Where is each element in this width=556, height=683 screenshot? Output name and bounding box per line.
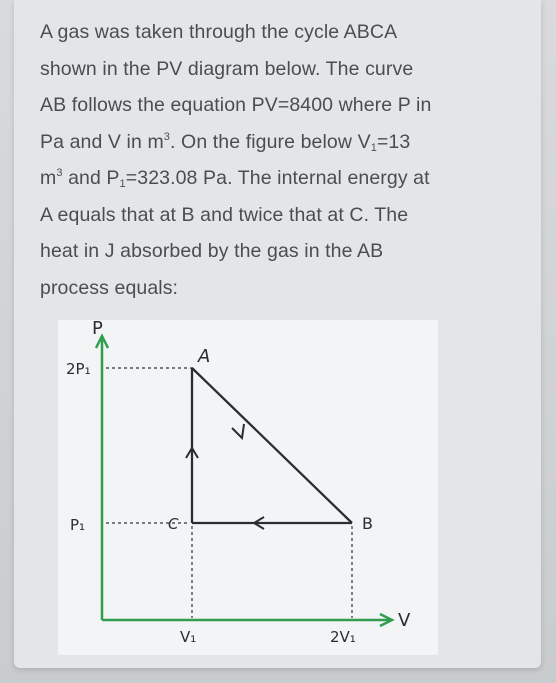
- question-text-segment: and P: [62, 167, 120, 189]
- tick-v1-label: V₁: [180, 628, 197, 646]
- subscript: 1: [370, 141, 377, 154]
- question-text-segment: =13: [376, 130, 411, 153]
- question-line: A equals that at B and twice that at C. The: [40, 203, 409, 226]
- question-line: heat in J absorbed by the gas in the AB: [40, 240, 384, 262]
- tick-2p1-label: 2P₁: [66, 360, 91, 378]
- question-text-segment: =323.08 Pa. The internal energy at: [125, 167, 430, 189]
- question-text-segment: . On the figure below V: [170, 130, 371, 153]
- axis-v-label: V: [398, 610, 411, 631]
- arrow-down-right-icon: [232, 424, 244, 438]
- tick-p1-label: P₁: [70, 516, 86, 534]
- question-text: [40, 14, 530, 306]
- point-b-label: B: [362, 514, 373, 533]
- point-c-label: C: [168, 515, 179, 533]
- point-a-label: A: [198, 346, 211, 367]
- superscript: 3: [56, 167, 63, 179]
- pv-diagram: [58, 320, 438, 655]
- question-text-segment: Pa and V in m: [40, 130, 164, 153]
- question-line: AB follows the equation PV=8400 where P in: [40, 94, 432, 116]
- question-line: [40, 124, 530, 161]
- question-line: process equals:: [40, 276, 179, 299]
- axis-p-label: P: [92, 320, 103, 339]
- question-line: shown in the PV diagram below. The curve: [40, 57, 414, 80]
- question-text-segment: m: [40, 167, 57, 189]
- subscript: 1: [119, 178, 126, 190]
- question-line: A gas was taken through the cycle ABCA: [40, 21, 398, 43]
- pv-diagram-svg: [58, 320, 438, 655]
- process-ab: [192, 368, 352, 523]
- superscript: 3: [163, 130, 171, 143]
- tick-2v1-label: 2V₁: [330, 628, 356, 646]
- question-line: [40, 160, 530, 197]
